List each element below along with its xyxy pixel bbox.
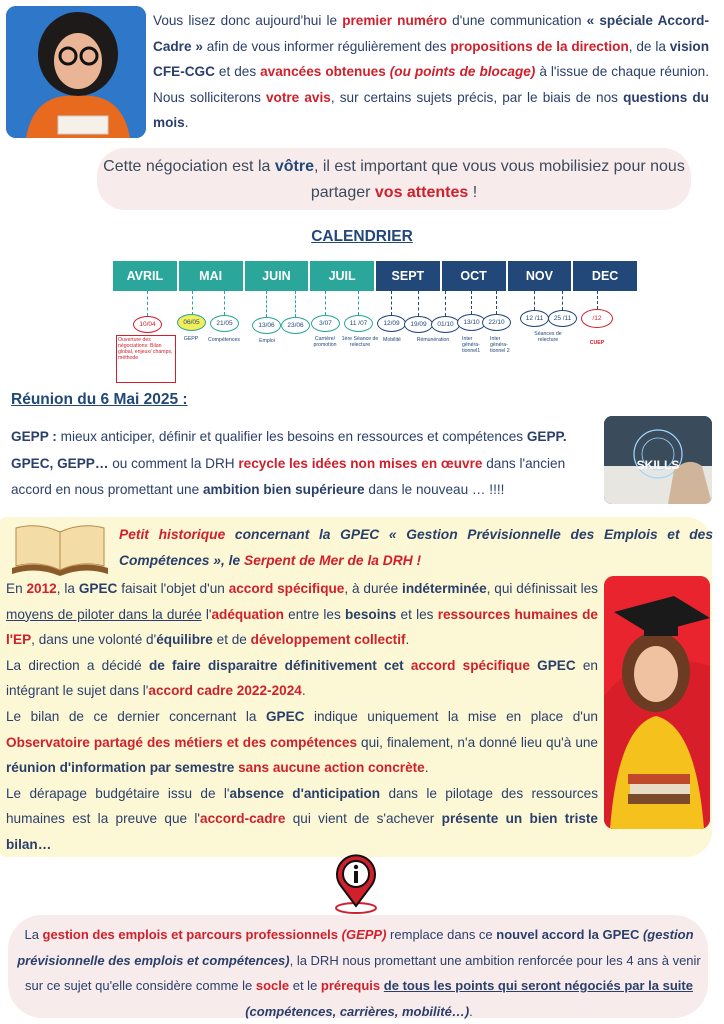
event-label: Mobilité	[383, 337, 401, 343]
event-label: CUEP	[589, 340, 605, 346]
graduate-photo	[604, 576, 710, 829]
event-date: 06/05	[177, 314, 206, 331]
event-date: 13/10	[457, 314, 486, 331]
month-cell: DEC	[573, 261, 637, 291]
history-title: Petit historique concernant la GPEC « Gestion Prévisionnelle des Emplois et des Compétences », le Serpent de Mer de la DRH !	[119, 527, 714, 568]
month-bar	[113, 261, 637, 291]
calendar-title: CALENDRIER	[311, 228, 413, 245]
event-label: Séances de relecture	[534, 331, 562, 343]
intro-paragraph: Vous lisez donc aujourd'hui le premier numéro d'une communication « spéciale Accord-Cadre » afin de vous informer régulièrement des propositions de la direction, de la vision CFE-CGC et des avancées obtenues (ou points de blocage) à l'issue de chaque réunion. Nous solliciterons votre avis, sur certains sujets précis, par le biais de nos questions du mois.	[153, 13, 710, 130]
event-label: Inter généra-tionnel1	[462, 336, 481, 354]
event-date: 13/06	[252, 317, 281, 334]
month-cell: JUIL	[310, 261, 376, 291]
section-heading-reunion: Réunion du 6 Mai 2025 :	[11, 391, 188, 408]
skills-photo	[604, 416, 712, 504]
event-label: 1ère Séance de relecture	[341, 336, 379, 348]
event-date: 21/05	[210, 315, 239, 332]
event-date: 19/09	[404, 316, 433, 333]
callout-box: Cette négociation est la vôtre, il est important que vous vous mobilisiez pour nous partager vos attentes !	[97, 148, 691, 210]
event-date: /12	[581, 309, 613, 328]
event-label: Carrière/ promotion	[313, 336, 337, 348]
month-cell: NOV	[508, 261, 574, 291]
event-date: 10/04	[133, 316, 162, 333]
month-cell: MAI	[179, 261, 245, 291]
open-book-icon	[8, 520, 112, 576]
info-pin-icon	[329, 852, 383, 914]
month-cell: OCT	[442, 261, 508, 291]
event-label: Ouverture des négociations: Bilan global, enjeux/ champs, méthode	[116, 335, 176, 383]
event-date: 11 /07	[344, 315, 373, 332]
month-cell: AVRIL	[113, 261, 179, 291]
event-label: Inter généra-tionnel 2	[490, 336, 510, 354]
bottom-paragraph: La gestion des emplois et parcours professionnels (GEPP) remplace dans ce nouvel accord la GPEC (gestion prévisionnelle des emplois et compétences), la DRH nous promettant une ambition renforcée pour les 4 ans à venir sur ce sujet qu'elle considère comme le socle et le prérequis de tous les points qui seront négociés par la suite (compétences, carrières, mobilité…).	[17, 927, 701, 1019]
event-date: 12 /11	[520, 310, 549, 327]
event-date: 3/07	[311, 315, 340, 332]
event-date: 01/10	[431, 316, 460, 333]
month-cell: SEPT	[376, 261, 442, 291]
history-paragraph: En 2012, la GPEC faisait l'objet d'un accord spécifique, à durée indéterminée, qui définissait les moyens de piloter dans la durée l'adéquation entre les besoins et les ressources humaines de l'EP, dans une volonté d'équilibre et de développement collectif. La direction a décidé de faire disparaitre définitivement cet accord spécifique GPEC en intégrant le sujet dans l'accord cadre 2022-2024. Le bilan de ce dernier concernant la GPEC indique uniquement la mise en place d'un Observatoire partagé des métiers et des compétences qui, finalement, n'a donné lieu qu'à une réunion d'information par semestre sans aucune action concrète. Le dérapage budgétaire issu de l'absence d'anticipation dans le pilotage des ressources humaines est la preuve que l'accord-cadre qui vient de s'achever présente un bien triste bilan…	[6, 581, 598, 852]
event-date: 23/06	[281, 317, 310, 334]
event-label: GEPP	[183, 336, 199, 342]
event-date: 12/09	[377, 315, 406, 332]
event-label: Rémunération	[416, 337, 450, 343]
event-date: 22/10	[482, 314, 511, 331]
reading-woman-photo	[6, 6, 146, 138]
skills-label: SKILLS	[636, 458, 680, 472]
event-label: Emploi	[259, 338, 275, 344]
event-label: Compétences	[207, 337, 240, 343]
event-date: 25 /11	[548, 310, 577, 327]
month-cell: JUIN	[245, 261, 311, 291]
gepp-paragraph: GEPP : mieux anticiper, définir et qualifier les besoins en ressources et compétences GEPP. GPEC, GEPP… ou comment la DRH recycle les idées non mises en œuvre dans l'ancien accord en nous promettant une ambition bien supérieure dans le nouveau … !!!!	[11, 429, 567, 497]
